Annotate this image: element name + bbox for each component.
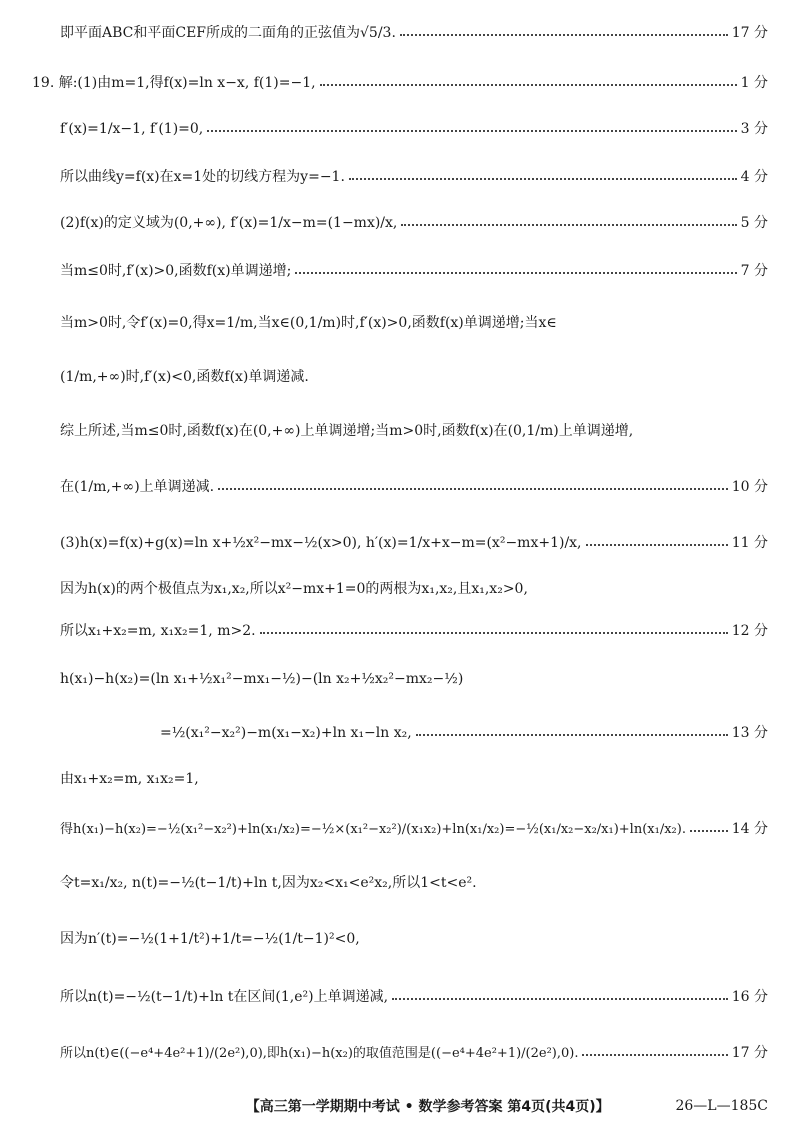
leader-dots (582, 1054, 727, 1056)
leader-dots (218, 488, 728, 490)
line-text: 当m>0时,令f′(x)=0,得x=1/m,当x∈(0,1/m)时,f′(x)>0,函数f(x)单调递增;当x∈ (60, 315, 557, 331)
line-text: 得h(x₁)−h(x₂)=−½(x₁²−x₂²)+ln(x₁/x₂)=−½×(x₁²−x₂²)/(x₁x₂)+ln(x₁/x₂)=−½(x₁/x₂−x₂/x₁)+ln(x₁/x₂). (60, 821, 686, 837)
leader-dots (400, 34, 728, 36)
score-mark: 13 分 (731, 725, 768, 741)
answer-line-7 (60, 316, 768, 330)
answer-line-8 (60, 370, 768, 384)
score-mark: 17 分 (731, 25, 768, 41)
line-text: 因为h(x)的两个极值点为x₁,x₂,所以x²−mx+1=0的两根为x₁,x₂,且x₁,x₂>0, (60, 581, 528, 597)
answer-line-15 (160, 726, 768, 740)
line-text: (2)f(x)的定义域为(0,+∞), f′(x)=1/x−m=(1−mx)/x, (60, 215, 398, 231)
leader-dots (416, 734, 728, 736)
leader-dots (207, 130, 736, 132)
leader-dots (401, 224, 736, 226)
line-text: 所以曲线y=f(x)在x=1处的切线方程为y=−1. (60, 169, 345, 185)
line-text: 所以n(t)∈((−e⁴+4e²+1)/(2e²),0),即h(x₁)−h(x₂)的取值范围是((−e⁴+4e²+1)/(2e²),0). (60, 1045, 579, 1061)
answer-line-14 (60, 672, 768, 686)
answer-line-2 (32, 76, 768, 90)
answer-line-18 (60, 876, 768, 890)
score-mark: 4 分 (740, 169, 768, 185)
line-text: (1/m,+∞)时,f′(x)<0,函数f(x)单调递减. (60, 369, 309, 385)
footer-code: 26—L—185C (675, 1098, 768, 1114)
line-text: 19. 解:(1)由m=1,得f(x)=ln x−x, f(1)=−1, (32, 75, 316, 91)
line-text: 令t=x₁/x₂, n(t)=−½(t−1/t)+ln t,因为x₂<x₁<e²x₂,所以1<t<e². (60, 875, 477, 891)
leader-dots (260, 632, 728, 634)
answer-line-10 (60, 480, 768, 494)
leader-dots (690, 830, 728, 832)
page-footer (60, 1096, 768, 1116)
score-mark: 3 分 (740, 121, 768, 137)
score-mark: 12 分 (731, 623, 768, 639)
leader-dots (586, 544, 728, 546)
score-mark: 16 分 (731, 989, 768, 1005)
line-text: 当m≤0时,f′(x)>0,函数f(x)单调递增; (60, 263, 292, 279)
leader-dots (392, 998, 728, 1000)
line-text: 在(1/m,+∞)上单调递减. (60, 479, 215, 495)
answer-line-6 (60, 264, 768, 278)
leader-dots (349, 178, 737, 180)
score-mark: 7 分 (740, 263, 768, 279)
score-mark: 14 分 (731, 821, 768, 837)
score-mark: 11 分 (731, 535, 768, 551)
answer-line-11 (60, 536, 768, 550)
answer-line-16 (60, 772, 768, 786)
answer-line-17 (60, 822, 768, 836)
answer-line-5 (60, 216, 768, 230)
answer-line-13 (60, 624, 768, 638)
score-mark: 1 分 (740, 75, 768, 91)
answer-line-20 (60, 990, 768, 1004)
line-text: 所以n(t)=−½(t−1/t)+ln t在区间(1,e²)上单调递减, (60, 989, 389, 1005)
answer-line-12 (60, 582, 768, 596)
line-text: 即平面ABC和平面CEF所成的二面角的正弦值为√5/3. (60, 25, 396, 41)
line-text: h(x₁)−h(x₂)=(ln x₁+½x₁²−mx₁−½)−(ln x₂+½x₂²−mx₂−½) (60, 671, 464, 687)
line-text: 由x₁+x₂=m, x₁x₂=1, (60, 771, 199, 787)
score-mark: 17 分 (731, 1045, 768, 1061)
leader-dots (295, 272, 736, 274)
score-mark: 10 分 (731, 479, 768, 495)
answer-line-21 (60, 1046, 768, 1060)
leader-dots (320, 84, 737, 86)
answer-line-3 (60, 122, 768, 136)
line-text: (3)h(x)=f(x)+g(x)=ln x+½x²−mx−½(x>0), h′(x)=1/x+x−m=(x²−mx+1)/x, (60, 535, 582, 551)
line-text: 因为n′(t)=−½(1+1/t²)+1/t=−½(1/t−1)²<0, (60, 931, 360, 947)
line-text: f′(x)=1/x−1, f′(1)=0, (60, 121, 204, 137)
answer-line-9 (60, 424, 768, 438)
footer-title: 【高三第一学期期中考试 • 数学参考答案 第4页(共4页)】 (245, 1099, 610, 1115)
answer-line-19 (60, 932, 768, 946)
line-text: 综上所述,当m≤0时,函数f(x)在(0,+∞)上单调递增;当m>0时,函数f(x)在(0,1/m)上单调递增, (60, 423, 634, 439)
line-text: =½(x₁²−x₂²)−m(x₁−x₂)+ln x₁−ln x₂, (160, 725, 412, 741)
score-mark: 5 分 (740, 215, 768, 231)
answer-line-4 (60, 170, 768, 184)
line-text: 所以x₁+x₂=m, x₁x₂=1, m>2. (60, 623, 256, 639)
answer-line-1 (60, 26, 768, 40)
